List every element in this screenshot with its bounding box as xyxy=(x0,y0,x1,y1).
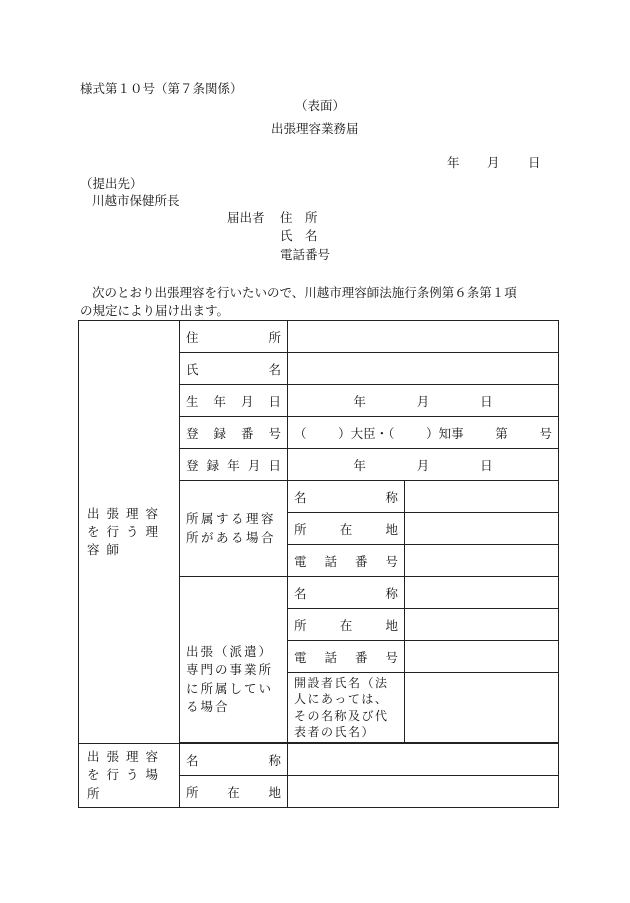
name-label: 氏 名 xyxy=(180,353,288,385)
shop-name-label: 名 称 xyxy=(288,481,405,513)
shop-location-field[interactable] xyxy=(405,513,559,545)
name-field[interactable] xyxy=(288,353,559,385)
office-location-field[interactable] xyxy=(405,609,559,641)
shop-phone-field[interactable] xyxy=(405,545,559,577)
dispatch-office-label: 出張（派遣）専門の事業所に所属している場合 xyxy=(180,577,288,743)
form-side-label: （表面） xyxy=(295,98,346,113)
registration-table xyxy=(78,320,559,808)
applicant-phone-label: 電話番号 xyxy=(280,247,331,262)
place-name-field[interactable] xyxy=(288,744,559,776)
date-month: 月 xyxy=(487,155,500,170)
place-location-label: 所 在 地 xyxy=(180,776,288,808)
address-field[interactable] xyxy=(288,321,559,353)
applicant-label: 届出者 xyxy=(227,210,265,225)
birthdate-label: 生 年 月 日 xyxy=(180,385,288,417)
place-section-label: 出張理容を行う場所 xyxy=(79,744,180,808)
intro-line-1: 次のとおり出張理容を行いたいので、川越市理容師法施行条例第６条第１項 xyxy=(92,285,517,300)
intro-line-2: の規定により届け出ます。 xyxy=(80,303,230,318)
founder-name-label: 開設者氏名（法人にあっては、その名称及び代表者の氏名） xyxy=(288,673,405,743)
date-day: 日 xyxy=(528,155,541,170)
affiliated-shop-label: 所属する理容所がある場合 xyxy=(180,481,288,577)
addressee-label: （提出先） xyxy=(80,176,143,191)
place-name-label: 名 称 xyxy=(180,744,288,776)
birthdate-field[interactable]: 年 月 日 xyxy=(288,385,559,417)
office-name-field[interactable] xyxy=(405,577,559,609)
barber-section-label: 出張理容を行う理容師 xyxy=(79,321,180,744)
shop-phone-label: 電 話 番 号 xyxy=(288,545,405,577)
office-name-label: 名 称 xyxy=(288,577,405,609)
shop-location-label: 所 在 地 xyxy=(288,513,405,545)
place-location-field[interactable] xyxy=(288,776,559,808)
reg-number-label: 登 録 番 号 xyxy=(180,417,288,449)
reg-date-field[interactable]: 年 月 日 xyxy=(288,449,559,481)
address-label: 住 所 xyxy=(180,321,288,353)
addressee-name: 川越市保健所長 xyxy=(92,193,180,208)
date-year: 年 xyxy=(447,155,460,170)
form-number: 様式第１０号（第７条関係） xyxy=(80,81,243,96)
office-location-label: 所 在 地 xyxy=(288,609,405,641)
office-phone-field[interactable] xyxy=(405,641,559,673)
reg-date-label: 登 録 年 月 日 xyxy=(180,449,288,481)
founder-name-field[interactable] xyxy=(405,673,559,743)
office-phone-label: 電 話 番 号 xyxy=(288,641,405,673)
applicant-name-label: 氏 名 xyxy=(280,228,318,243)
reg-number-field[interactable]: （ ）大臣・（ ）知事 第 号 xyxy=(288,417,559,449)
shop-name-field[interactable] xyxy=(405,481,559,513)
applicant-address-label: 住 所 xyxy=(280,210,318,225)
form-title: 出張理容業務届 xyxy=(271,121,359,136)
